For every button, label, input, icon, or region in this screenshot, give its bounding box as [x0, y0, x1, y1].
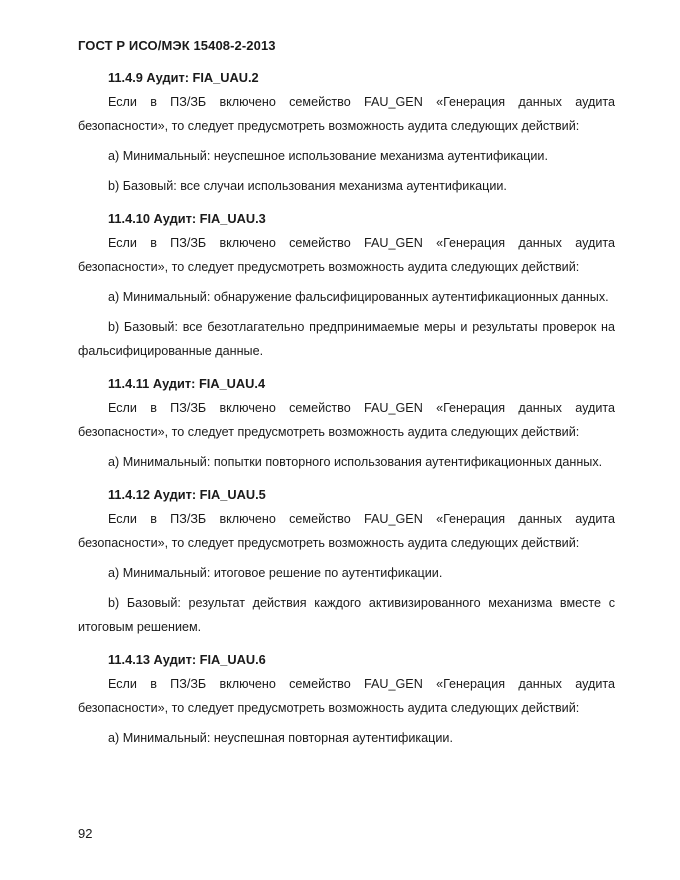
list-item: a) Минимальный: попытки повторного использования аутентификационных данных. [108, 455, 603, 469]
section-heading: 11.4.12 Аудит: FIA_UAU.5 [108, 487, 266, 502]
list-item: a) Минимальный: неуспешное использование механизма аутентификации. [108, 149, 548, 163]
list-item: b) Базовый: результат действия каждого активизированного механизма вместе с итоговым решением. [78, 596, 615, 634]
section-intro: Если в ПЗ/ЗБ включено семейство FAU_GEN «Генерация данных аудита безопасности», то следует предусмотреть возможность аудита следующих действий: [78, 236, 615, 274]
section-intro: Если в ПЗ/ЗБ включено семейство FAU_GEN «Генерация данных аудита безопасности», то следует предусмотреть возможность аудита следующих действий: [78, 95, 615, 133]
section-heading: 11.4.11 Аудит: FIA_UAU.4 [108, 376, 266, 391]
section-intro: Если в ПЗ/ЗБ включено семейство FAU_GEN «Генерация данных аудита безопасности», то следует предусмотреть возможность аудита следующих действий: [78, 677, 615, 715]
list-item: b) Базовый: все случаи использования механизма аутентификации. [108, 179, 507, 193]
list-item: a) Минимальный: неуспешная повторная аутентификации. [108, 731, 453, 745]
section-intro: Если в ПЗ/ЗБ включено семейство FAU_GEN «Генерация данных аудита безопасности», то следует предусмотреть возможность аудита следующих действий: [78, 512, 615, 550]
section-11-4-11 [78, 372, 615, 474]
section-heading: 11.4.10 Аудит: FIA_UAU.3 [108, 211, 266, 226]
section-11-4-12 [78, 483, 615, 639]
page-number: 92 [78, 826, 93, 841]
section-11-4-9 [78, 66, 615, 198]
section-11-4-10 [78, 207, 615, 363]
list-item: a) Минимальный: итоговое решение по аутентификации. [108, 566, 443, 580]
list-item: b) Базовый: все безотлагательно предпринимаемые меры и результаты проверок на фальсифицированные данные. [78, 320, 615, 358]
document-header: ГОСТ Р ИСО/МЭК 15408-2-2013 [78, 38, 276, 53]
section-11-4-13 [78, 648, 615, 750]
section-heading: 11.4.9 Аудит: FIA_UAU.2 [108, 70, 259, 85]
document-body [78, 66, 615, 750]
section-heading: 11.4.13 Аудит: FIA_UAU.6 [108, 652, 266, 667]
list-item: a) Минимальный: обнаружение фальсифицированных аутентификационных данных. [108, 290, 609, 304]
section-intro: Если в ПЗ/ЗБ включено семейство FAU_GEN «Генерация данных аудита безопасности», то следует предусмотреть возможность аудита следующих действий: [78, 401, 615, 439]
